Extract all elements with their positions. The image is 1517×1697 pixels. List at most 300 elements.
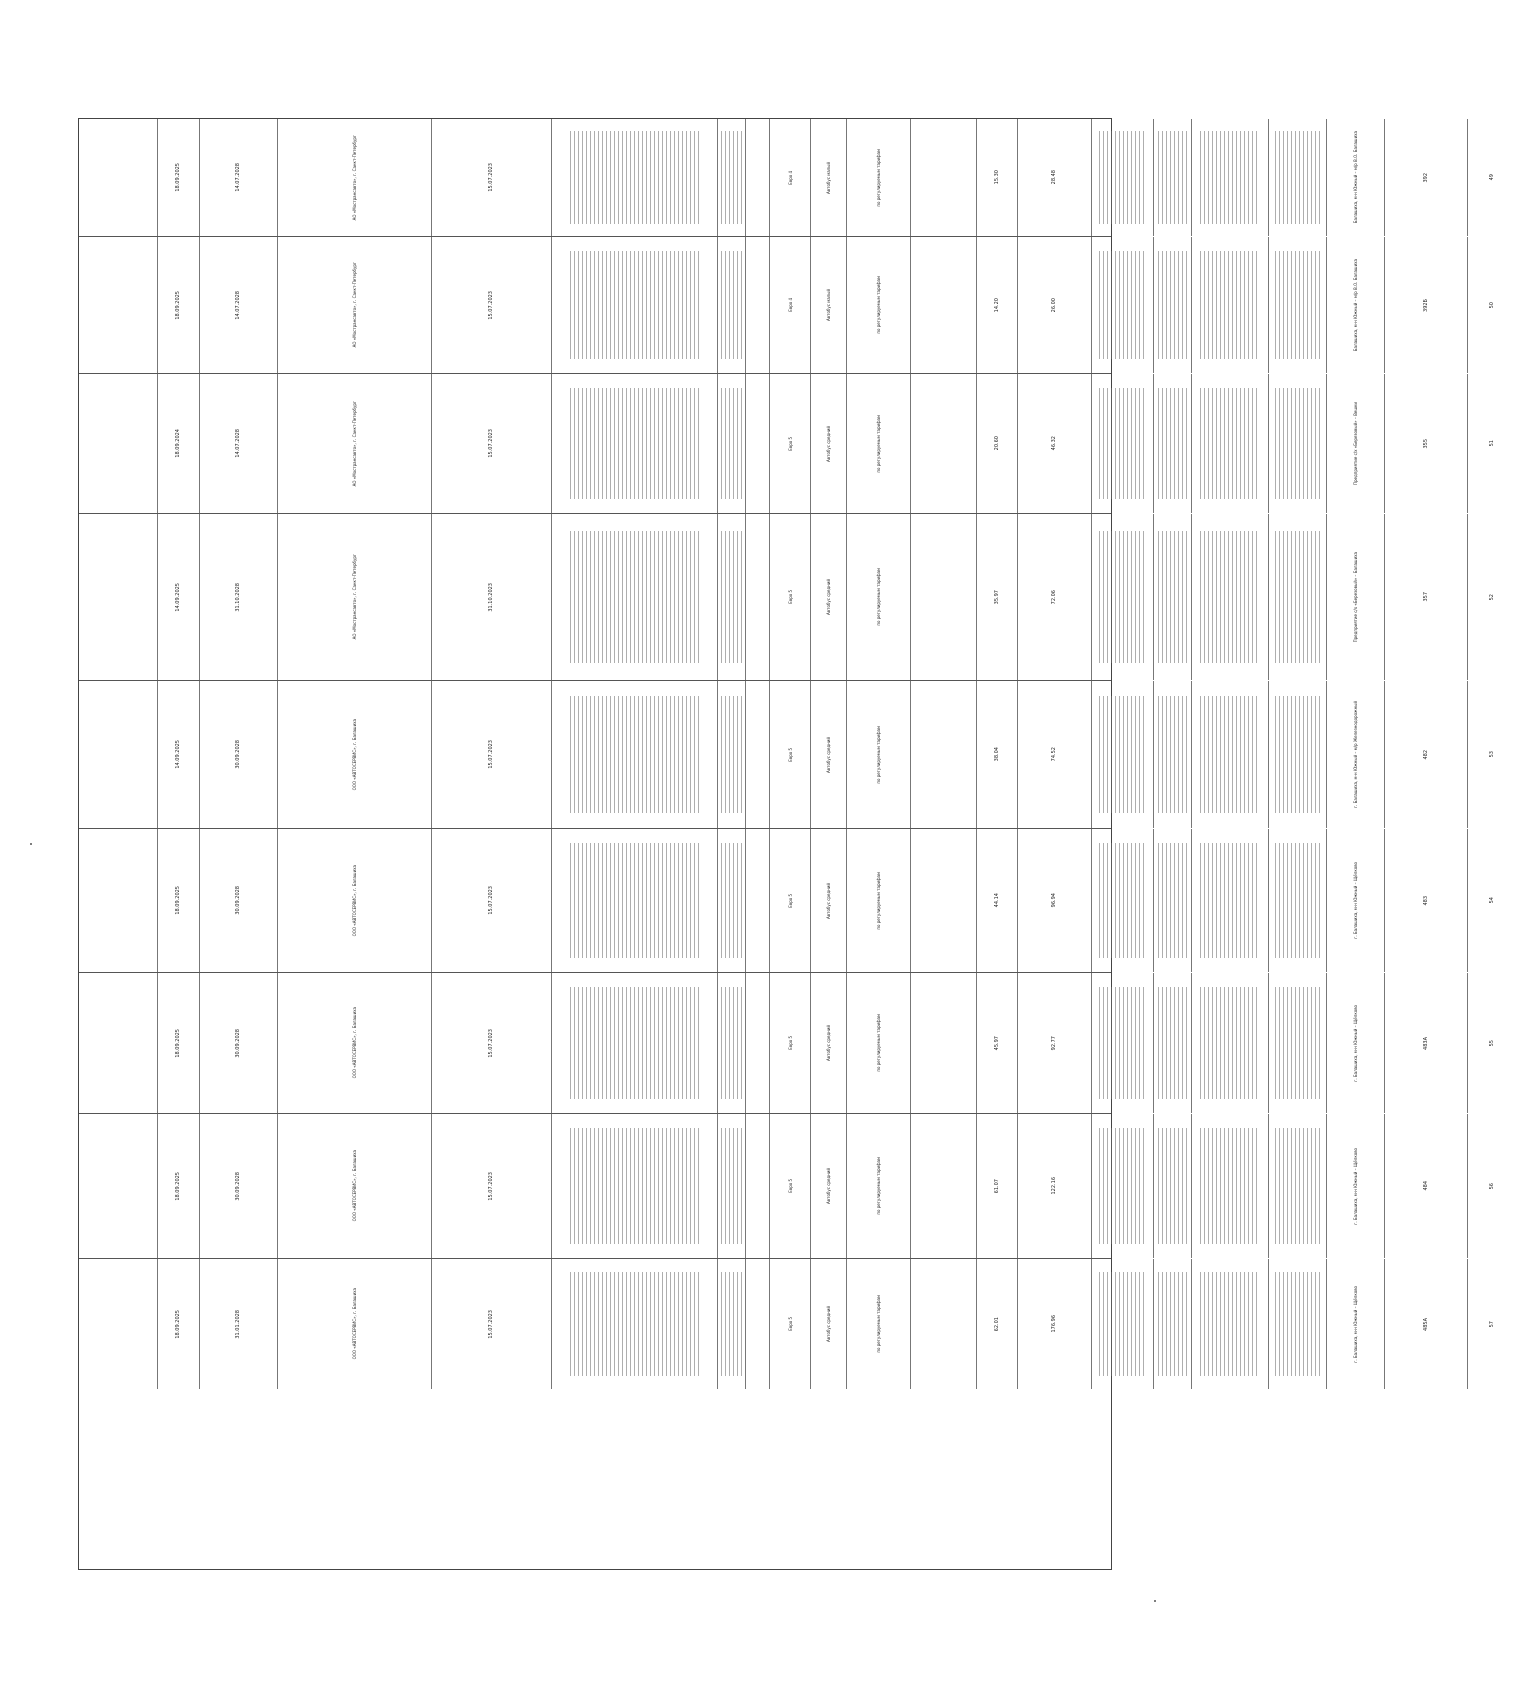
table-cell bbox=[717, 514, 745, 680]
table-cell bbox=[157, 973, 199, 1113]
dense-text-block bbox=[1099, 1128, 1147, 1243]
table-cell bbox=[810, 1114, 846, 1258]
table-cell bbox=[199, 374, 277, 513]
table-cell bbox=[976, 1114, 1017, 1258]
table-cell bbox=[199, 1114, 277, 1258]
table-cell bbox=[810, 374, 846, 513]
table-cell bbox=[717, 829, 745, 972]
dense-text-block bbox=[570, 1272, 699, 1376]
table-cell bbox=[157, 514, 199, 680]
table-cell bbox=[910, 1259, 976, 1389]
table-cell bbox=[769, 1114, 810, 1258]
table-cell bbox=[717, 1259, 745, 1389]
dense-text-block bbox=[721, 987, 742, 1099]
cell-text: Автобус малый bbox=[826, 161, 831, 194]
table-cell bbox=[1326, 119, 1384, 236]
table-cell bbox=[277, 237, 431, 373]
cell-text: 31.01.2028 bbox=[235, 1309, 241, 1339]
table-cell bbox=[1384, 829, 1467, 972]
table-cell bbox=[910, 374, 976, 513]
table-row bbox=[79, 829, 1495, 973]
scan-dot bbox=[1154, 1600, 1156, 1602]
table-cell bbox=[910, 119, 976, 236]
table-cell bbox=[717, 237, 745, 373]
table-cell bbox=[1153, 374, 1191, 513]
table-cell bbox=[717, 681, 745, 828]
table-cell bbox=[1268, 1259, 1326, 1389]
dense-text-block bbox=[721, 131, 742, 225]
cell-text: Предприятие с/х «Березовый» – Вешки bbox=[1353, 402, 1358, 485]
table-cell bbox=[157, 1259, 199, 1389]
table-cell bbox=[810, 514, 846, 680]
cell-text: 176.96 bbox=[1051, 1315, 1057, 1333]
table-cell bbox=[1091, 119, 1153, 236]
cell-text: г. Балашиха, м-н Южный – Щёлково bbox=[1353, 1004, 1358, 1082]
cell-text: ООО «АВТОСЕРВИС», г. Балашиха bbox=[352, 718, 357, 791]
cell-text: 20.60 bbox=[993, 436, 1000, 451]
cell-text: Евро 5 bbox=[787, 436, 793, 451]
table-cell bbox=[157, 374, 199, 513]
table-cell bbox=[810, 829, 846, 972]
dense-text-block bbox=[1275, 1128, 1319, 1243]
table-cell bbox=[910, 829, 976, 972]
table-cell bbox=[846, 829, 910, 972]
table-cell bbox=[1017, 1259, 1091, 1389]
table-cell bbox=[431, 681, 551, 828]
dense-text-block bbox=[570, 987, 699, 1099]
table-cell bbox=[431, 1259, 551, 1389]
cell-text: 51 bbox=[1489, 440, 1495, 447]
table-cell bbox=[846, 1259, 910, 1389]
dense-text-block bbox=[1275, 531, 1319, 664]
table-cell bbox=[1326, 1114, 1384, 1258]
table-cell bbox=[1384, 681, 1467, 828]
table-cell bbox=[1268, 237, 1326, 373]
table-cell bbox=[199, 829, 277, 972]
table-cell bbox=[846, 237, 910, 373]
table-cell bbox=[846, 119, 910, 236]
table-cell bbox=[431, 119, 551, 236]
table-cell bbox=[1017, 829, 1091, 972]
cell-text: по регулируемым тарифам bbox=[876, 1295, 881, 1353]
table-cell bbox=[277, 973, 431, 1113]
table-cell bbox=[976, 119, 1017, 236]
table-cell bbox=[431, 514, 551, 680]
table-cell bbox=[810, 237, 846, 373]
table-cell bbox=[157, 1114, 199, 1258]
table-cell bbox=[277, 681, 431, 828]
table-cell bbox=[1268, 514, 1326, 680]
cell-text: г. Балашиха, м-н Южный – м/р Железнодорожный bbox=[1353, 701, 1358, 808]
table-cell bbox=[1467, 973, 1517, 1113]
dense-text-block bbox=[1158, 696, 1187, 814]
cell-text: 30.09.2028 bbox=[235, 886, 241, 915]
table-cell bbox=[431, 374, 551, 513]
table-cell bbox=[199, 119, 277, 236]
cell-text: 96.94 bbox=[1051, 893, 1057, 908]
cell-text: Автобус средний bbox=[826, 882, 831, 919]
cell-text: г. Балашиха, м-н Южный – Щёлково bbox=[1353, 1147, 1358, 1225]
cell-text: 14.20 bbox=[993, 297, 1000, 313]
table-cell bbox=[976, 514, 1017, 680]
table-row bbox=[79, 1114, 1495, 1259]
dense-text-block bbox=[721, 251, 742, 360]
dense-text-block bbox=[1275, 987, 1319, 1099]
table-cell bbox=[1091, 237, 1153, 373]
table-cell bbox=[976, 237, 1017, 373]
cell-text: 14.07.2028 bbox=[235, 163, 241, 192]
table-cell bbox=[431, 829, 551, 972]
dense-text-block bbox=[570, 696, 699, 814]
cell-text: 35.97 bbox=[993, 589, 1000, 605]
dense-text-block bbox=[1200, 1272, 1259, 1376]
table-cell bbox=[1268, 374, 1326, 513]
cell-text: 14.09.2025 bbox=[175, 582, 181, 612]
table-cell bbox=[810, 119, 846, 236]
table-cell bbox=[717, 374, 745, 513]
table-cell bbox=[745, 1114, 769, 1258]
table-cell bbox=[277, 374, 431, 513]
dense-text-block bbox=[1099, 696, 1147, 814]
dense-text-block bbox=[721, 1128, 742, 1243]
dense-text-block bbox=[1275, 388, 1319, 499]
table-cell bbox=[976, 973, 1017, 1113]
table-cell bbox=[910, 514, 976, 680]
table-cell bbox=[1091, 514, 1153, 680]
table-cell bbox=[846, 514, 910, 680]
table-cell bbox=[1153, 1259, 1191, 1389]
dense-text-block bbox=[1275, 843, 1319, 957]
table-cell bbox=[1384, 1259, 1467, 1389]
table-cell bbox=[199, 681, 277, 828]
table-cell bbox=[810, 973, 846, 1113]
table-cell bbox=[976, 681, 1017, 828]
table-cell bbox=[1326, 681, 1384, 828]
dense-text-block bbox=[1275, 251, 1319, 360]
dense-text-block bbox=[1158, 843, 1187, 957]
cell-text: 30.09.2028 bbox=[235, 1171, 241, 1201]
table-cell bbox=[1091, 681, 1153, 828]
cell-text: Автобус средний bbox=[826, 736, 831, 773]
cell-text: АО «Мострансавто», г. Санкт-Петербург bbox=[352, 134, 357, 221]
table-cell bbox=[1153, 829, 1191, 972]
table-cell bbox=[551, 1259, 717, 1389]
table-cell bbox=[1153, 973, 1191, 1113]
table-cell bbox=[1384, 119, 1467, 236]
cell-text: Автобус средний bbox=[826, 1306, 831, 1342]
dense-text-block bbox=[1158, 531, 1187, 664]
table-cell bbox=[79, 374, 157, 513]
table-cell bbox=[769, 973, 810, 1113]
table-cell bbox=[1091, 973, 1153, 1113]
dense-text-block bbox=[1099, 131, 1147, 225]
dense-text-block bbox=[1099, 531, 1147, 664]
cell-text: 50 bbox=[1489, 301, 1495, 309]
table-cell bbox=[1268, 829, 1326, 972]
table-cell bbox=[745, 237, 769, 373]
table-cell bbox=[810, 681, 846, 828]
cell-text: 62.01 bbox=[993, 1316, 1000, 1332]
table-cell bbox=[910, 1114, 976, 1258]
cell-text: 122.16 bbox=[1051, 1177, 1057, 1195]
table-cell bbox=[769, 681, 810, 828]
dense-text-block bbox=[721, 531, 742, 664]
dense-text-block bbox=[1099, 388, 1147, 499]
cell-text: Евро 5 bbox=[787, 590, 793, 604]
dense-text-block bbox=[721, 696, 742, 814]
cell-text: по регулируемым тарифам bbox=[876, 568, 881, 626]
table-cell bbox=[769, 514, 810, 680]
table-cell bbox=[717, 1114, 745, 1258]
cell-text: ООО «АВТОСЕРВИС», г. Балашиха bbox=[352, 864, 357, 937]
cell-text: 485А bbox=[1422, 1317, 1429, 1331]
cell-text: Евро 4 bbox=[787, 298, 793, 312]
scan-dot bbox=[30, 843, 32, 845]
dense-text-block bbox=[1275, 696, 1319, 814]
table-cell bbox=[810, 1259, 846, 1389]
table-cell bbox=[431, 973, 551, 1113]
cell-text: 54 bbox=[1489, 897, 1495, 904]
table-cell bbox=[769, 829, 810, 972]
table-cell bbox=[1091, 374, 1153, 513]
table-cell bbox=[1153, 237, 1191, 373]
cell-text: АО «Мострансавто», г. Санкт-Петербург bbox=[352, 262, 357, 348]
registry-table bbox=[78, 118, 1495, 1570]
table-cell bbox=[199, 237, 277, 373]
cell-text: по регулируемым тарифам bbox=[876, 725, 881, 784]
table-cell bbox=[1467, 829, 1517, 972]
table-cell bbox=[745, 681, 769, 828]
cell-text: Предприятие с/х «Березовый» – Балашиха bbox=[1353, 551, 1358, 643]
table-cell bbox=[1268, 973, 1326, 1113]
cell-text: 18.09.2024 bbox=[175, 429, 181, 458]
table-row bbox=[79, 1259, 1495, 1389]
table-cell bbox=[431, 1114, 551, 1258]
dense-text-block bbox=[721, 388, 742, 499]
table-cell bbox=[1091, 829, 1153, 972]
dense-text-block bbox=[570, 843, 699, 957]
dense-text-block bbox=[721, 843, 742, 957]
table-cell bbox=[1017, 1114, 1091, 1258]
cell-text: 31.10.2028 bbox=[235, 582, 241, 612]
table-cell bbox=[157, 829, 199, 972]
cell-text: Автобус средний bbox=[826, 425, 831, 462]
table-cell bbox=[1326, 973, 1384, 1113]
table-cell bbox=[1017, 514, 1091, 680]
dense-text-block bbox=[1099, 1272, 1147, 1376]
dense-text-block bbox=[1158, 987, 1187, 1099]
table-cell bbox=[1384, 237, 1467, 373]
table-cell bbox=[910, 681, 976, 828]
cell-text: 57 bbox=[1489, 1320, 1495, 1328]
table-cell bbox=[79, 829, 157, 972]
table-cell bbox=[79, 1114, 157, 1258]
table-cell bbox=[1467, 1114, 1517, 1258]
dense-text-block bbox=[1200, 388, 1259, 499]
cell-text: по регулируемым тарифам bbox=[876, 414, 881, 473]
table-cell bbox=[199, 973, 277, 1113]
cell-text: 15.07.2023 bbox=[488, 1028, 494, 1058]
cell-text: 18.09.2025 bbox=[175, 1309, 181, 1339]
table-cell bbox=[1191, 1259, 1268, 1389]
table-cell bbox=[199, 514, 277, 680]
cell-text: Автобус средний bbox=[826, 579, 831, 615]
table-cell bbox=[1467, 1259, 1517, 1389]
cell-text: г. Балашиха, м-н Южный – Щёлково bbox=[1353, 1285, 1358, 1363]
table-cell bbox=[976, 1259, 1017, 1389]
cell-text: 26.00 bbox=[1051, 297, 1057, 313]
cell-text: г. Балашиха, м-н Южный – Щёлково bbox=[1353, 862, 1358, 939]
dense-text-block bbox=[1158, 1272, 1187, 1376]
dense-text-block bbox=[1275, 131, 1319, 225]
table-cell bbox=[745, 119, 769, 236]
table-cell bbox=[551, 374, 717, 513]
table-cell bbox=[79, 514, 157, 680]
cell-text: 53 bbox=[1489, 751, 1495, 758]
cell-text: 15.07.2023 bbox=[488, 740, 494, 769]
cell-text: 357 bbox=[1422, 592, 1429, 602]
table-cell bbox=[1191, 973, 1268, 1113]
cell-text: Автобус малый bbox=[826, 289, 831, 321]
cell-text: 392 bbox=[1422, 172, 1429, 183]
dense-text-block bbox=[1200, 251, 1259, 360]
table-cell bbox=[1191, 681, 1268, 828]
table-cell bbox=[846, 1114, 910, 1258]
table-row bbox=[79, 681, 1495, 829]
cell-text: 92.77 bbox=[1051, 1035, 1057, 1051]
cell-text: по регулируемым тарифам bbox=[876, 148, 881, 207]
table-cell bbox=[1467, 237, 1517, 373]
table-cell bbox=[769, 119, 810, 236]
cell-text: 15.07.2023 bbox=[488, 1171, 494, 1201]
cell-text: ООО «АВТОСЕРВИС», г. Балашиха bbox=[352, 1288, 357, 1360]
table-cell bbox=[1467, 119, 1517, 236]
table-cell bbox=[157, 237, 199, 373]
cell-text: по регулируемым тарифам bbox=[876, 276, 881, 334]
cell-text: 482 bbox=[1422, 749, 1429, 760]
dense-text-block bbox=[570, 531, 699, 664]
dense-text-block bbox=[721, 1272, 742, 1376]
cell-text: 15.30 bbox=[993, 170, 1000, 185]
table-cell bbox=[745, 514, 769, 680]
table-cell bbox=[551, 514, 717, 680]
cell-text: 45.97 bbox=[993, 1035, 1000, 1051]
cell-text: 392Б bbox=[1422, 298, 1429, 312]
table-cell bbox=[1017, 374, 1091, 513]
table-cell bbox=[277, 1259, 431, 1389]
table-cell bbox=[79, 237, 157, 373]
cell-text: 14.07.2028 bbox=[235, 290, 241, 320]
cell-text: 15.07.2023 bbox=[488, 886, 494, 915]
dense-text-block bbox=[1099, 843, 1147, 957]
cell-text: 56 bbox=[1489, 1182, 1495, 1190]
table-row bbox=[79, 514, 1495, 681]
dense-text-block bbox=[1158, 251, 1187, 360]
table-cell bbox=[277, 1114, 431, 1258]
cell-text: 18.09.2025 bbox=[175, 1028, 181, 1058]
table-cell bbox=[1384, 514, 1467, 680]
cell-text: 15.07.2023 bbox=[488, 1309, 494, 1339]
dense-text-block bbox=[1099, 251, 1147, 360]
dense-text-block bbox=[1099, 987, 1147, 1099]
cell-text: Евро 5 bbox=[787, 1317, 793, 1331]
table-cell bbox=[1017, 237, 1091, 373]
cell-text: 49 bbox=[1489, 174, 1495, 181]
dense-text-block bbox=[1275, 1272, 1319, 1376]
table-cell bbox=[910, 237, 976, 373]
table-cell bbox=[1384, 1114, 1467, 1258]
table-row bbox=[79, 237, 1495, 374]
table-cell bbox=[717, 119, 745, 236]
dense-text-block bbox=[570, 131, 699, 225]
table-cell bbox=[1268, 119, 1326, 236]
cell-text: 483 bbox=[1422, 895, 1429, 906]
table-cell bbox=[551, 681, 717, 828]
table-cell bbox=[551, 973, 717, 1113]
cell-text: Балашиха, м-н Южный – м/р В.О. Балашиха bbox=[1353, 131, 1358, 224]
dense-text-block bbox=[1200, 131, 1259, 225]
table-cell bbox=[1017, 681, 1091, 828]
table-cell bbox=[79, 119, 157, 236]
cell-text: 15.07.2023 bbox=[488, 429, 494, 458]
dense-text-block bbox=[1200, 987, 1259, 1099]
table-cell bbox=[1326, 1259, 1384, 1389]
table-cell bbox=[1191, 119, 1268, 236]
cell-text: 15.07.2023 bbox=[488, 290, 494, 320]
table-cell bbox=[1467, 374, 1517, 513]
table-cell bbox=[79, 1259, 157, 1389]
dense-text-block bbox=[570, 1128, 699, 1243]
cell-text: 46.32 bbox=[1051, 436, 1057, 451]
table-cell bbox=[79, 973, 157, 1113]
cell-text: Евро 4 bbox=[787, 170, 793, 185]
table-cell bbox=[976, 829, 1017, 972]
table-cell bbox=[79, 681, 157, 828]
table-cell bbox=[551, 829, 717, 972]
table-cell bbox=[1191, 237, 1268, 373]
cell-text: по регулируемым тарифам bbox=[876, 871, 881, 930]
dense-text-block bbox=[1200, 696, 1259, 814]
table-cell bbox=[769, 374, 810, 513]
table-cell bbox=[1153, 681, 1191, 828]
table-cell bbox=[1153, 119, 1191, 236]
table-cell bbox=[277, 829, 431, 972]
table-cell bbox=[1191, 374, 1268, 513]
table-cell bbox=[1191, 829, 1268, 972]
dense-text-block bbox=[570, 388, 699, 499]
cell-text: 30.09.2028 bbox=[235, 740, 241, 769]
table-cell bbox=[157, 119, 199, 236]
table-cell bbox=[910, 973, 976, 1113]
table-cell bbox=[157, 681, 199, 828]
table-cell bbox=[1326, 237, 1384, 373]
cell-text: 52 bbox=[1489, 593, 1495, 601]
cell-text: 14.09.2025 bbox=[175, 740, 181, 769]
table-cell bbox=[717, 973, 745, 1113]
cell-text: 31.10.2023 bbox=[488, 582, 494, 612]
table-cell bbox=[1191, 1114, 1268, 1258]
cell-text: Балашиха, м-н Южный – м/р В.О. Балашиха bbox=[1353, 258, 1358, 352]
table-cell bbox=[846, 681, 910, 828]
table-cell bbox=[1017, 119, 1091, 236]
cell-text: 44.14 bbox=[993, 893, 1000, 908]
table-cell bbox=[1268, 1114, 1326, 1258]
table-cell bbox=[1191, 514, 1268, 680]
table-cell bbox=[1017, 973, 1091, 1113]
table-cell bbox=[199, 1259, 277, 1389]
dense-text-block bbox=[1158, 1128, 1187, 1243]
cell-text: 55 bbox=[1489, 1039, 1495, 1047]
